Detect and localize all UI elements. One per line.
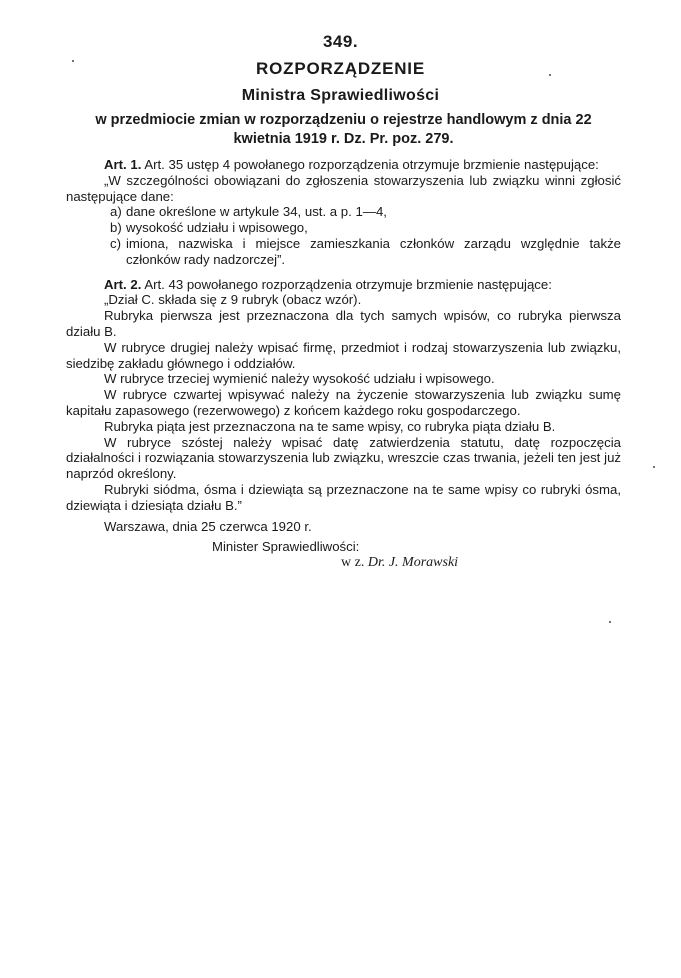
scan-speck bbox=[549, 74, 551, 76]
signature-line bbox=[66, 555, 621, 571]
list-item bbox=[66, 220, 621, 236]
document-title: ROZPORZĄDZENIE bbox=[256, 59, 425, 78]
list-item bbox=[66, 204, 621, 220]
art2-paragraph: W rubryce szóstej należy wpisać datę zatwierdzenia statutu, datę rozpoczęcia działalności i rozwiązania stowarzyszenia lub związku, wreszcie czas trwania, jeżeli ten jest już naprzód określony. bbox=[66, 434, 621, 482]
art1-intro-text: Art. 35 ustęp 4 powołanego rozporządzenia otrzymuje brzmienie następujące: bbox=[144, 157, 599, 172]
art2-paragraph: Rubryki siódma, ósma i dziewiąta są przeznaczone na te same wpisy co rubryki ósma, dziewiąta i dziesiąta działu B.” bbox=[66, 481, 621, 513]
list-item-text: imiona, nazwiska i miejsce zamieszkania członków zarządu względnie także członków rady nadzorczej”. bbox=[126, 235, 621, 267]
art2-paragraph: Rubryka piąta jest przeznaczona na te same wpisy, co rubryka piąta działu B. bbox=[104, 418, 556, 434]
list-item bbox=[66, 236, 621, 268]
list-item-mark: c) bbox=[110, 235, 121, 251]
document-number: 349. bbox=[322, 32, 359, 51]
scan-speck bbox=[653, 466, 655, 468]
list-item-mark: b) bbox=[110, 220, 122, 236]
document-body bbox=[66, 157, 621, 571]
art2-paragraph: W rubryce czwartej wpisywać należy na życzenie stowarzyszenia lub związku sumę kapitału zapasowego (rezerwowego) z końcem każdego roku gospodarczego. bbox=[66, 387, 621, 418]
art2-paragraph: W rubryce drugiej należy wpisać firmę, przedmiot i rodzaj stowarzyszenia lub związku, siedzibę zakładu głównego i oddziałów. bbox=[66, 339, 621, 371]
minister-title: Minister Sprawiedliwości: bbox=[212, 539, 360, 555]
art2-intro-text: Art. 43 powołanego rozporządzenia otrzymuje brzmienie następujące: bbox=[144, 276, 552, 292]
place-date: Warszawa, dnia 25 czerwca 1920 r. bbox=[104, 518, 312, 534]
list-item-text: dane określone w artykule 34, ust. a p. 1—4, bbox=[126, 204, 387, 220]
signature-name: Dr. J. Morawski bbox=[367, 555, 459, 571]
art1-label: Art. 1. bbox=[104, 157, 142, 172]
scan-speck bbox=[609, 621, 611, 623]
list-item-text: wysokość udziału i wpisowego, bbox=[126, 220, 308, 236]
art1-list bbox=[66, 204, 621, 267]
art2-paragraph: Rubryka pierwsza jest przeznaczona dla tych samych wpisów, co rubryka pierwsza działu B. bbox=[66, 308, 621, 339]
document-heading: w przedmiocie zmian w rozporządzeniu o rejestrze handlowym z dnia 22 kwietnia 1919 r. Dz. Pr. poz. 279. bbox=[95, 112, 592, 147]
art2-paragraph: W rubryce trzeciej wymienić należy wysokość udziału i wpisowego. bbox=[104, 371, 495, 387]
list-item-mark: a) bbox=[110, 204, 122, 220]
art2-label: Art. 2. bbox=[104, 276, 142, 292]
art1-intro bbox=[66, 157, 621, 173]
scan-speck bbox=[72, 60, 74, 62]
signature-prefix: w z. bbox=[341, 555, 365, 571]
art1-quote: „W szczególności obowiązani do zgłoszenia stowarzyszenia lub związku winni zgłosić następujące dane: bbox=[66, 172, 621, 204]
art2-intro bbox=[66, 277, 621, 293]
art2-paragraph: „Dział C. składa się z 9 rubryk (obacz wzór). bbox=[104, 292, 362, 308]
document-subtitle: Ministra Sprawiedliwości bbox=[241, 87, 440, 104]
